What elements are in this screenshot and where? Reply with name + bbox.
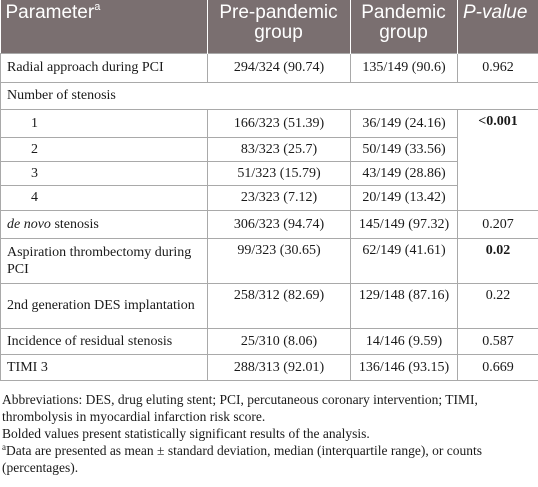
pandemic-value: 20/149 (13.42) (351, 185, 458, 210)
table-row (1, 161, 538, 185)
data-footnote (2, 442, 536, 476)
p-value: 0.207 (458, 210, 538, 238)
pre-pandemic-value: 99/323 (30.65) (208, 238, 351, 283)
pre-pandemic-value: 166/323 (51.39) (208, 109, 351, 137)
pre-pandemic-value: 25/310 (8.06) (208, 328, 351, 354)
row-label: Aspiration thrombectomy during PCI (1, 238, 208, 283)
header-parameter-footnote-marker: a (94, 1, 101, 13)
p-value: 0.02 (458, 238, 538, 283)
row-label-rest: stenosis (50, 216, 99, 232)
row-label-italic: de novo (7, 216, 51, 232)
row-label: Incidence of residual stenosis (1, 328, 208, 354)
pandemic-value: 14/146 (9.59) (351, 328, 458, 354)
row-label: 2 (1, 137, 208, 161)
header-pandemic: Pandemic group (351, 0, 458, 53)
header-row (1, 0, 538, 53)
header-parameter (1, 0, 208, 53)
p-value: 0.669 (458, 354, 538, 380)
row-label: 2nd generation DES implantation (1, 283, 208, 328)
footnote-marker: a (2, 441, 6, 452)
row-label: Radial approach during PCI (1, 53, 208, 82)
p-value: 0.22 (458, 283, 538, 328)
pandemic-value: 145/149 (97.32) (351, 210, 458, 238)
header-pre-pandemic: Pre-pandemic group (208, 0, 351, 53)
header-p-value: P-value (458, 0, 538, 53)
row-label (1, 210, 208, 238)
pre-pandemic-value: 23/323 (7.12) (208, 185, 351, 210)
table-row (1, 137, 538, 161)
pre-pandemic-value: 51/323 (15.79) (208, 161, 351, 185)
header-parameter-text: Parameter (5, 2, 95, 23)
pre-pandemic-value: 306/323 (94.74) (208, 210, 351, 238)
footnote-text: Data are presented as mean ± standard deviation, median (interquartile range), or counts (percentages). (2, 442, 482, 475)
row-group-label: Number of stenosis (1, 82, 538, 109)
p-value: 0.587 (458, 328, 538, 354)
table-notes (0, 381, 538, 476)
pandemic-value: 36/149 (24.16) (351, 109, 458, 137)
pandemic-value: 136/146 (93.15) (351, 354, 458, 380)
row-label: 1 (1, 109, 208, 137)
pandemic-value: 43/149 (28.86) (351, 161, 458, 185)
pandemic-value: 62/149 (41.61) (351, 238, 458, 283)
row-label: TIMI 3 (1, 354, 208, 380)
table-row (1, 210, 538, 238)
table-row (1, 53, 538, 82)
pandemic-value: 135/149 (90.6) (351, 53, 458, 82)
pre-pandemic-value: 288/313 (92.01) (208, 354, 351, 380)
row-label: 4 (1, 185, 208, 210)
table-row (1, 82, 538, 109)
abbreviations-note: Abbreviations: DES, drug eluting stent; PCI, percutaneous coronary intervention; TIMI, thrombolysis in myocardial infarction risk score. (2, 391, 478, 424)
table-row (1, 328, 538, 354)
pre-pandemic-value: 83/323 (25.7) (208, 137, 351, 161)
table-row (1, 238, 538, 283)
pandemic-value: 129/148 (87.16) (351, 283, 458, 328)
table-row (1, 109, 538, 137)
row-label: 3 (1, 161, 208, 185)
pandemic-value: 50/149 (33.56) (351, 137, 458, 161)
table-row (1, 354, 538, 380)
p-value: <0.001 (458, 109, 538, 210)
table-row (1, 185, 538, 210)
pre-pandemic-value: 294/324 (90.74) (208, 53, 351, 82)
pre-pandemic-value: 258/312 (82.69) (208, 283, 351, 328)
table-row (1, 283, 538, 328)
bolded-note: Bolded values present statistically significant results of the analysis. (2, 425, 370, 441)
p-value: 0.962 (458, 53, 538, 82)
